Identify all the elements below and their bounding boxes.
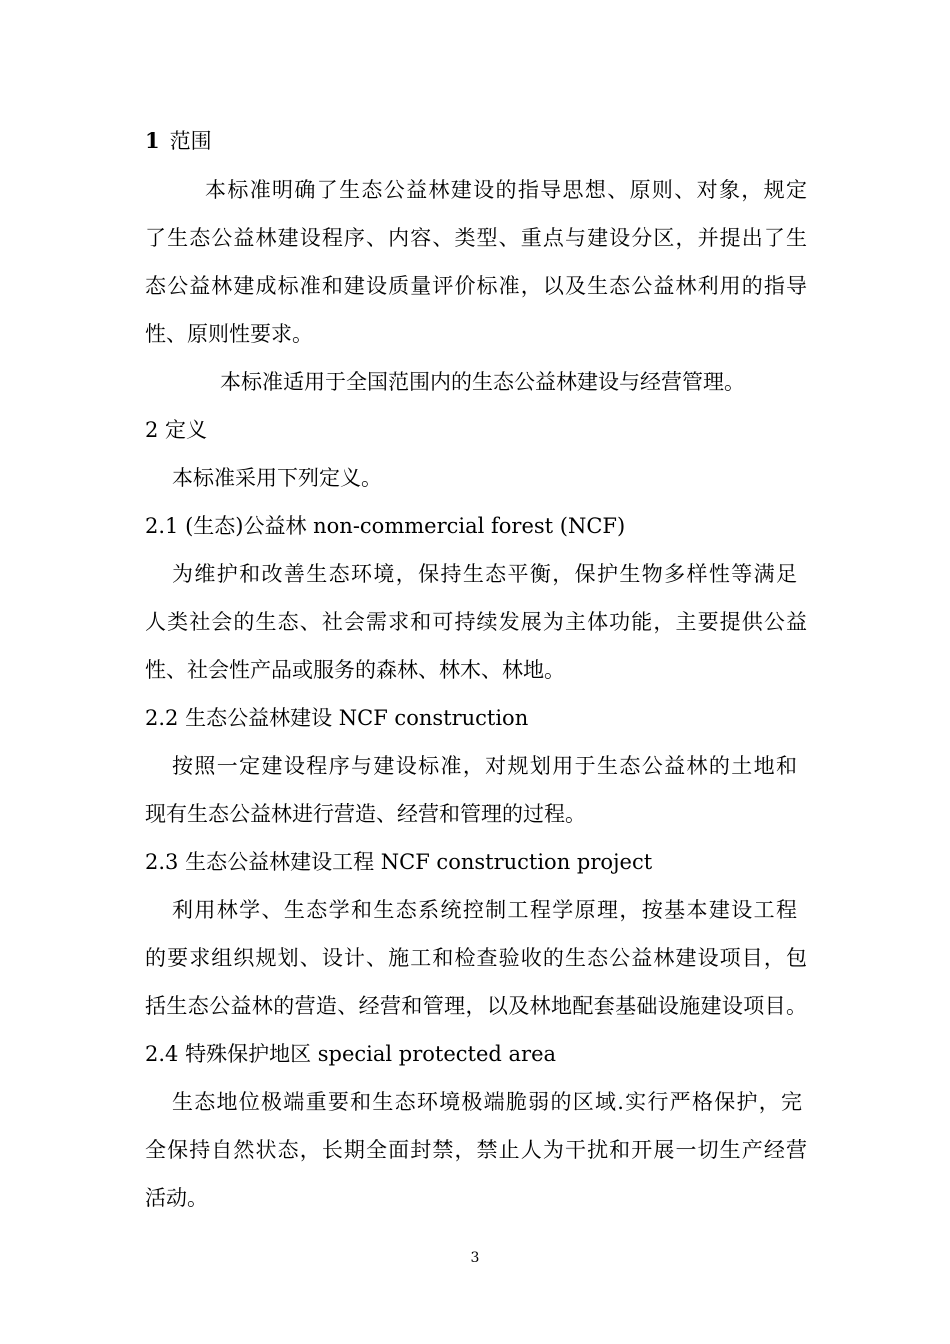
section-heading-scope	[145, 128, 212, 154]
paragraph-line: 活动。	[145, 1186, 208, 1210]
paragraph-line: 为维护和改善生态环境，保持生态平衡，保护生物多样性等满足	[172, 562, 797, 586]
definition-heading: 2.4 特殊保护地区 special protected area	[145, 1042, 557, 1066]
definition-heading: 2.1 (生态)公益林 non-commercial forest (NCF)	[145, 514, 626, 538]
paragraph-line: 本标准适用于全国范围内的生态公益林建设与经营管理。	[220, 370, 745, 394]
paragraph-line: 了生态公益林建设程序、内容、类型、重点与建设分区，并提出了生	[145, 226, 807, 250]
paragraph-line: 性、原则性要求。	[145, 322, 313, 346]
paragraph-line: 的要求组织规划、设计、施工和检查验收的生态公益林建设项目，包	[145, 946, 807, 970]
paragraph-line: 现有生态公益林进行营造、经营和管理的过程。	[145, 802, 586, 826]
paragraph-line: 人类社会的生态、社会需求和可持续发展为主体功能，主要提供公益	[145, 610, 807, 634]
paragraph-line: 生态地位极端重要和生态环境极端脆弱的区域.实行严格保护，完	[172, 1090, 802, 1114]
paragraph-line: 括生态公益林的营造、经营和管理，以及林地配套基础设施建设项目。	[145, 994, 807, 1018]
paragraph-line: 利用林学、生态学和生态系统控制工程学原理，按基本建设工程	[172, 898, 797, 922]
paragraph-line: 按照一定建设程序与建设标准，对规划用于生态公益林的土地和	[172, 754, 797, 778]
paragraph-line: 性、社会性产品或服务的森林、林木、林地。	[145, 658, 565, 682]
section-heading-definitions: 2 定义	[145, 418, 208, 442]
paragraph-line: 本标准采用下列定义。	[172, 466, 382, 490]
section-number: 1	[145, 128, 160, 153]
definition-heading: 2.2 生态公益林建设 NCF construction	[145, 706, 529, 730]
definition-heading: 2.3 生态公益林建设工程 NCF construction project	[145, 850, 653, 874]
paragraph-line: 全保持自然状态，长期全面封禁，禁止人为干扰和开展一切生产经营	[145, 1138, 807, 1162]
paragraph-line: 态公益林建成标准和建设质量评价标准，以及生态公益林利用的指导	[145, 274, 807, 298]
paragraph-line: 本标准明确了生态公益林建设的指导思想、原则、对象，规定	[205, 178, 807, 202]
page-number: 3	[470, 1250, 480, 1266]
section-title: 范围	[169, 129, 212, 153]
